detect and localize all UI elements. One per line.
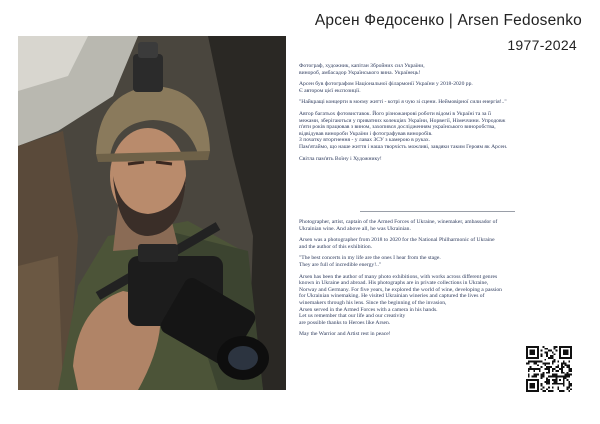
- ua-bio-line: З початку вторгнення - у лавах ЗСУ з камерою в руках.: [299, 137, 431, 144]
- ua-bio-line: відвідував винороби України і фотографував виноробів.: [299, 130, 433, 137]
- ua-quote: "Найкращі концерти в моєму житті - котрі я чую зі сцени. Неймовірної сили енергія!..": [299, 99, 507, 106]
- ua-closing: Світла пам'ять Воїну і Художнику!: [299, 155, 382, 162]
- en-philharmonic-line: Arsen was a photographer from 2018 to 2020 for the National Philharmonic of Ukraine: [299, 237, 495, 244]
- ua-intro-line: Фотограф, художник, капітан Збройних сил України,: [299, 63, 425, 69]
- en-intro: [299, 219, 581, 232]
- en-quote-line: They are full of incredible energy!..": [299, 261, 382, 268]
- ua-intro: [299, 63, 581, 76]
- en-bio-line: are possible thanks to Heroes like Arsen.: [299, 319, 391, 326]
- en-bio-line: Arsen served in the Armed Forces with a camera in his hands.: [299, 306, 438, 313]
- qr-code-icon[interactable]: [526, 346, 572, 392]
- en-bio-line: Arsen has been the author of many photo exhibitions, with works across different genres: [299, 273, 498, 280]
- ua-bio-line: межами, зберігаються у приватних колекціях України, Норвегії, Німеччини. Упродовж: [299, 117, 506, 124]
- ua-biography: [299, 111, 581, 151]
- page-title: Арсен Федосенко | Arsen Fedosenko: [314, 12, 582, 29]
- en-closing: May the Warrior and Artist rest in peace!: [299, 331, 391, 338]
- ua-intro-line: винороб, амбасадор Українського вина. Українець!: [299, 69, 421, 76]
- ua-bio-line: Пам'ятаймо, що наше життя і наша творчість можливі, завдяки таким Героям як Арсен.: [299, 143, 508, 150]
- en-bio-line: winemakers through his lens. Since the beginning of the invasion,: [299, 299, 447, 306]
- life-years: 1977-2024: [507, 37, 577, 53]
- en-bio-line: Norway and Germany. For five years, he explored the world of wine, developing a passion: [299, 286, 502, 293]
- en-philharmonic: [299, 237, 581, 250]
- ua-bio-line: п'яти років працював з вином, захопився дослідженням українського виноробства,: [299, 124, 496, 131]
- ukrainian-section: [299, 63, 581, 167]
- en-biography: [299, 274, 581, 327]
- ua-philharmonic: [299, 81, 581, 94]
- ua-philharmonic-line: Є автором цієї експозиції.: [299, 87, 361, 94]
- ua-bio-line: Автор багатьох фотовиставок. Його різножанрові роботи відомі в Україні та за її: [299, 110, 492, 117]
- en-intro-line: Photographer, artist, captain of the Armed Forces of Ukraine, winemaker, ambassador of: [299, 219, 498, 225]
- en-bio-line: for Ukrainian winemaking. He visited Ukrainian wineries and captured the lives of: [299, 293, 485, 300]
- en-quote-line: "The best concerts in my life are the ones I hear from the stage.: [299, 255, 441, 262]
- en-bio-line: known in Ukraine and abroad. His photographs are in private collections in Ukraine,: [299, 280, 489, 287]
- section-divider: [360, 211, 515, 212]
- en-intro-line: Ukrainian wine. And above all, he was Ukrainian.: [299, 225, 411, 232]
- en-quote: [299, 255, 581, 268]
- en-philharmonic-line: and the author of this exhibition.: [299, 243, 373, 250]
- ua-philharmonic-line: Арсен був фотографом Національної філармонії України у 2018-2020 рр.: [299, 81, 473, 88]
- portrait-photo: [18, 36, 286, 390]
- english-section: [299, 219, 581, 343]
- en-bio-line: Let us remember that our life and our creativity: [299, 313, 406, 320]
